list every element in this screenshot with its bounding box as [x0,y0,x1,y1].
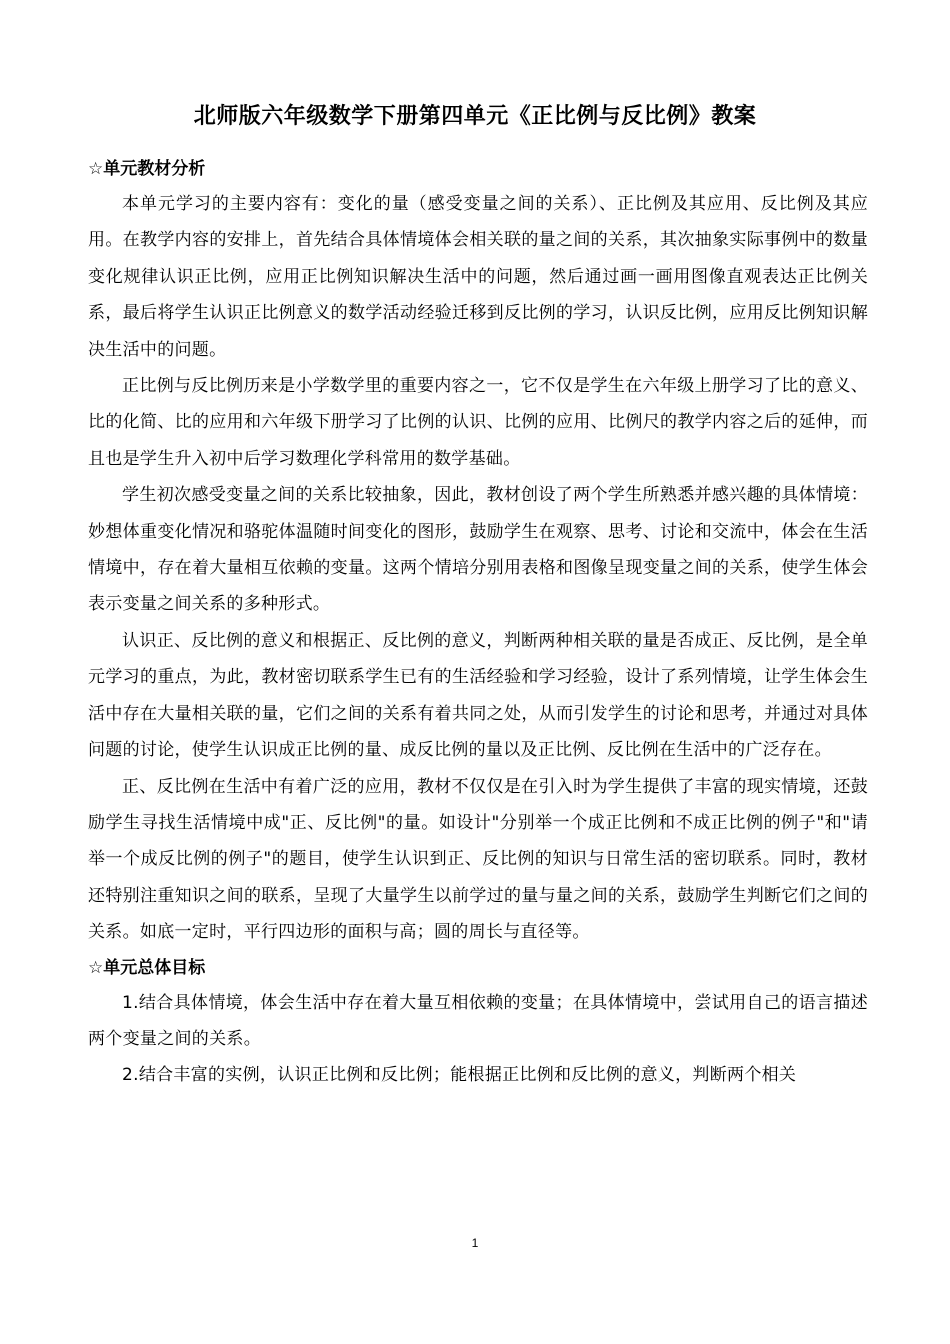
document-title: 北师版六年级数学下册第四单元《正比例与反比例》教案 [193,104,757,129]
paragraph: 认识正、反比例的意义和根据正、反比例的意义，判断两种相关联的量是否成正、反比例，是全单元学习的重点，为此，教材密切联系学生已有的生活经验和学习经验，设计了系列情境，让学生体会生活中存在大量相关联的量，它们之间的关系有着共同之处，从而引发学生的讨论和思考，并通过对具体问题的讨论，使学生认识成正比例的量、成反比例的量以及正比例、反比例在生活中的广泛存在。 [88,630,868,761]
paragraph: 学生初次感受变量之间的关系比较抽象，因此，教材创设了两个学生所熟悉并感兴趣的具体情境：妙想体重变化情况和骆驼体温随时间变化的图形，鼓励学生在观察、思考、讨论和交流中，体会在生活情境中，存在着大量相互依赖的变量。这两个情培分别用表格和图像呈现变量之间的关系，使学生体会表示变量之间关系的多种形式。 [88,485,868,615]
section-heading-textbook-analysis: ☆单元教材分析 [88,159,206,179]
paragraph: 本单元学习的主要内容有：变化的量（感受变量之间的关系）、正比例及其应用、反比例及其应用。在教学内容的安排上，首先结合具体情境体会相关联的量之间的关系，其次抽象实际事例中的数量变化规律认识正比例，应用正比例知识解决生活中的问题，然后通过画一画用图像直观表达正比例关系，最后将学生认识正比例意义的数学活动经验迁移到反比例的学习，认识反比例，应用反比例知识解决生活中的问题。 [88,194,868,360]
document-body [88,152,868,1094]
goal-item: 2.结合丰富的实例，认识正比例和反比例；能根据正比例和反比例的意义，判断两个相关 [122,1065,797,1086]
section-heading-unit-goals: ☆单元总体目标 [88,957,206,978]
paragraph: 正比例与反比例历来是小学数学里的重要内容之一，它不仅是学生在六年级上册学习了比的意义、比的化简、比的应用和六年级下册学习了比例的认识、比例的应用、比例尺的教学内容之后的延伸，而且也是学生升入初中后学习数理化学科常用的数学基础。 [88,376,868,469]
paragraph: 正、反比例在生活中有着广泛的应用，教材不仅仅是在引入时为学生提供了丰富的现实情境，还鼓励学生寻找生活情境中成"正、反比例"的量。如设计"分别举一个成正比例和不成正比例的例子"和"请举一个成反比例的例子"的题目，使学生认识到正、反比例的知识与日常生活的密切联系。同时，教材还特别注重知识之间的联系，呈现了大量学生以前学过的量与量之间的关系，鼓励学生判断它们之间的关系。如底一定时，平行四边形的面积与高；圆的周长与直径等。 [88,776,868,943]
page-number: 1 [471,1236,479,1250]
goal-item: 1.结合具体情境，体会生活中存在着大量互相依赖的变量；在具体情境中，尝试用自己的语言描述两个变量之间的关系。 [88,992,868,1049]
